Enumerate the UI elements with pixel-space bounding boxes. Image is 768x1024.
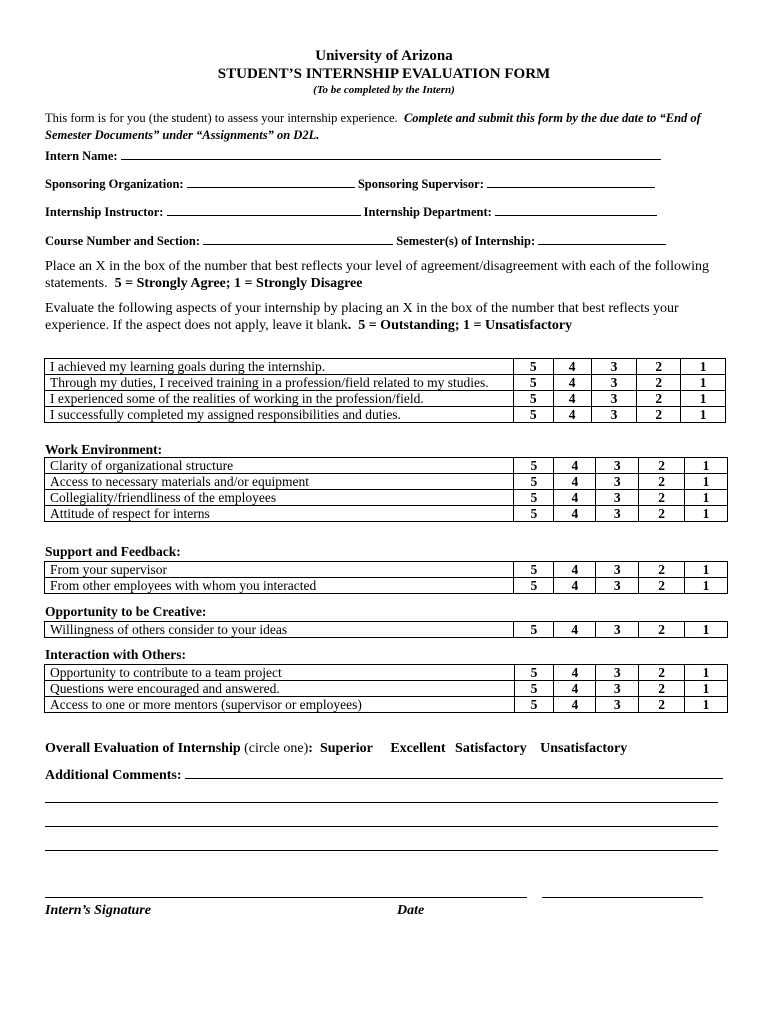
sponsoring-supervisor-label: Sponsoring Supervisor: <box>357 177 484 191</box>
intro-instruction: Complete and submit this form by the due date to “End of Semester Documents” under “Assignments” on D2L. <box>45 111 701 142</box>
rating-box-2[interactable]: 2 <box>639 490 685 506</box>
interaction-table <box>44 664 728 713</box>
table-row <box>45 506 728 522</box>
course-row <box>45 234 666 249</box>
table-row <box>45 681 728 697</box>
rating-box-1[interactable]: 1 <box>685 458 728 474</box>
table-row <box>45 697 728 713</box>
rating-box-4[interactable]: 4 <box>554 458 596 474</box>
rating-box-3[interactable]: 3 <box>596 578 639 594</box>
comments-label: Additional Comments: <box>45 768 182 783</box>
rating-box-2[interactable]: 2 <box>637 407 681 423</box>
date-line[interactable] <box>542 897 703 898</box>
rating-box-3[interactable]: 3 <box>596 697 639 713</box>
instructions-agreement <box>45 258 725 292</box>
rating-box-1[interactable]: 1 <box>681 359 726 375</box>
intro-text: This form is for you (the student) to assess your internship experience. <box>45 111 398 125</box>
creative-table <box>44 621 728 638</box>
statement-text: I successfully completed my assigned responsibilities and duties. <box>45 407 514 423</box>
comments-line-3[interactable] <box>45 826 718 827</box>
sponsoring-org-label: Sponsoring Organization: <box>45 177 184 191</box>
creative-heading: Opportunity to be Creative: <box>45 604 207 619</box>
rating-box-4[interactable]: 4 <box>554 506 596 522</box>
rating-box-2[interactable]: 2 <box>639 562 685 578</box>
table-row <box>45 407 726 423</box>
intro-paragraph <box>45 110 725 144</box>
table-row <box>45 490 728 506</box>
rating-box-1[interactable]: 1 <box>685 506 728 522</box>
comments-line-1[interactable] <box>185 767 723 779</box>
statement-text: Opportunity to contribute to a team project <box>45 665 515 681</box>
rating-box-4[interactable]: 4 <box>554 622 596 638</box>
rating-box-3[interactable]: 3 <box>596 458 639 474</box>
table-row <box>45 375 726 391</box>
rating-box-4[interactable]: 4 <box>553 375 591 391</box>
comments-row <box>45 767 723 784</box>
rating-box-2[interactable]: 2 <box>637 391 681 407</box>
rating-box-4[interactable]: 4 <box>554 474 596 490</box>
statement-text: Access to necessary materials and/or equipment <box>45 474 514 490</box>
rating-box-4[interactable]: 4 <box>553 359 591 375</box>
rating-box-3[interactable]: 3 <box>596 622 639 638</box>
sponsoring-supervisor-field[interactable] <box>487 177 655 188</box>
creative-rows <box>45 622 728 638</box>
sponsor-row <box>45 177 655 192</box>
rating-box-3[interactable]: 3 <box>596 681 639 697</box>
option-unsatisfactory[interactable]: Unsatisfactory <box>540 741 628 756</box>
overall-circle-hint: (circle one) <box>244 741 309 756</box>
rating-box-1[interactable]: 1 <box>685 562 728 578</box>
internship-department-label: Internship Department: <box>363 205 492 219</box>
rating-box-2[interactable]: 2 <box>639 578 685 594</box>
support-rows <box>45 562 728 594</box>
comments-line-2[interactable] <box>45 802 718 803</box>
instructor-row <box>45 205 657 220</box>
rating-box-1[interactable]: 1 <box>685 578 728 594</box>
rating-box-1[interactable]: 1 <box>681 375 726 391</box>
rating-box-4[interactable]: 4 <box>554 578 596 594</box>
rating-box-2[interactable]: 2 <box>639 681 685 697</box>
rating-box-3[interactable]: 3 <box>596 562 639 578</box>
interaction-rows <box>45 665 728 713</box>
rating-box-2[interactable]: 2 <box>639 622 685 638</box>
semesters-label: Semester(s) of Internship: <box>396 234 536 248</box>
intern-name-label: Intern Name: <box>45 149 118 163</box>
work-environment-table <box>44 457 728 522</box>
table-row <box>45 578 728 594</box>
intern-name-field[interactable] <box>121 149 661 160</box>
statement-text: Willingness of others consider to your ideas <box>45 622 514 638</box>
table-row <box>45 665 728 681</box>
general-statements-table <box>44 358 726 423</box>
rating-box-4[interactable]: 4 <box>554 665 596 681</box>
rating-box-2[interactable]: 2 <box>639 697 685 713</box>
statement-text: Questions were encouraged and answered. <box>45 681 515 697</box>
statement-text: Collegiality/friendliness of the employees <box>45 490 514 506</box>
rating-box-1[interactable]: 1 <box>685 697 728 713</box>
rating-box-5[interactable]: 5 <box>514 681 554 697</box>
statement-text: I experienced some of the realities of working in the profession/field. <box>45 391 514 407</box>
comments-line-4[interactable] <box>45 850 718 851</box>
option-excellent[interactable]: Excellent <box>390 741 446 756</box>
rating-box-5[interactable]: 5 <box>514 697 554 713</box>
option-satisfactory[interactable]: Satisfactory <box>455 741 527 756</box>
course-number-field[interactable] <box>203 234 393 245</box>
rating-box-3[interactable]: 3 <box>591 359 637 375</box>
rating-box-4[interactable]: 4 <box>554 562 596 578</box>
statement-text: Through my duties, I received training in a profession/field related to my studies. <box>45 375 514 391</box>
rating-box-3[interactable]: 3 <box>596 474 639 490</box>
rating-box-2[interactable]: 2 <box>637 359 681 375</box>
rating-box-3[interactable]: 3 <box>596 490 639 506</box>
intern-name-row <box>45 149 661 164</box>
semesters-field[interactable] <box>538 234 666 245</box>
general-rows <box>45 359 726 423</box>
rating-box-5[interactable]: 5 <box>514 562 554 578</box>
instructions-evaluate: Evaluate the following aspects of your internship by placing an X in the box of the number that best reflects your experience. If the aspect does not apply, leave it blank. 5 = Outstanding; 1 = Unsatisfactory <box>45 301 679 333</box>
rating-box-2[interactable]: 2 <box>639 506 685 522</box>
rating-box-5[interactable]: 5 <box>513 407 553 423</box>
rating-box-1[interactable]: 1 <box>685 622 728 638</box>
rating-box-4[interactable]: 4 <box>554 681 596 697</box>
rating-box-3[interactable]: 3 <box>591 375 637 391</box>
rating-box-2[interactable]: 2 <box>639 458 685 474</box>
rating-box-5[interactable]: 5 <box>514 474 554 490</box>
work-environment-heading: Work Environment: <box>45 442 163 457</box>
statement-text: From other employees with whom you interacted <box>45 578 514 594</box>
overall-label: Overall Evaluation of Internship <box>45 741 241 756</box>
rating-box-3[interactable]: 3 <box>596 665 639 681</box>
sponsoring-org-field[interactable] <box>187 177 355 188</box>
rating-box-1[interactable]: 1 <box>685 490 728 506</box>
rating-box-1[interactable]: 1 <box>681 391 726 407</box>
rating-box-3[interactable]: 3 <box>596 506 639 522</box>
statement-text: I achieved my learning goals during the internship. <box>45 359 514 375</box>
work-env-rows <box>45 458 728 522</box>
rating-box-4[interactable]: 4 <box>554 697 596 713</box>
rating-box-2[interactable]: 2 <box>639 474 685 490</box>
evaluation-scale: 5 = Outstanding; 1 = Unsatisfactory <box>358 318 573 333</box>
signature-label: Intern’s Signature <box>45 903 151 918</box>
rating-box-1[interactable]: 1 <box>685 474 728 490</box>
support-heading: Support and Feedback: <box>45 544 181 559</box>
interaction-heading: Interaction with Others: <box>45 647 186 662</box>
rating-box-1[interactable]: 1 <box>681 407 726 423</box>
statement-text: From your supervisor <box>45 562 514 578</box>
statement-text: Access to one or more mentors (supervisor or employees) <box>45 697 515 713</box>
rating-box-5[interactable]: 5 <box>514 458 554 474</box>
overall-evaluation: Overall Evaluation of Internship (circle one): Superior Excellent Satisfactory Unsatisfactory <box>45 741 628 756</box>
rating-box-5[interactable]: 5 <box>514 578 554 594</box>
form-subtitle: (To be completed by the Intern) <box>313 84 455 96</box>
rating-box-4[interactable]: 4 <box>553 407 591 423</box>
form-title: STUDENT’S INTERNSHIP EVALUATION FORM <box>217 66 551 82</box>
rating-box-1[interactable]: 1 <box>685 665 728 681</box>
rating-box-4[interactable]: 4 <box>553 391 591 407</box>
rating-box-4[interactable]: 4 <box>554 490 596 506</box>
rating-box-2[interactable]: 2 <box>639 665 685 681</box>
rating-box-5[interactable]: 5 <box>514 665 554 681</box>
rating-box-1[interactable]: 1 <box>685 681 728 697</box>
rating-box-5[interactable]: 5 <box>513 359 553 375</box>
rating-box-5[interactable]: 5 <box>514 506 554 522</box>
table-row <box>45 458 728 474</box>
internship-instructor-label: Internship Instructor: <box>45 205 164 219</box>
date-label: Date <box>397 903 425 918</box>
rating-box-5[interactable]: 5 <box>513 375 553 391</box>
rating-box-5[interactable]: 5 <box>514 622 554 638</box>
instructions-agreement-text: Place an X in the box of the number that best reflects your level of agreement/disagreement with each of the following statements. <box>45 259 709 291</box>
table-row <box>45 474 728 490</box>
rating-box-3[interactable]: 3 <box>591 407 637 423</box>
signature-line[interactable] <box>45 897 527 898</box>
rating-box-5[interactable]: 5 <box>513 391 553 407</box>
table-row <box>45 359 726 375</box>
internship-department-field[interactable] <box>495 205 657 216</box>
support-table <box>44 561 728 594</box>
rating-box-3[interactable]: 3 <box>591 391 637 407</box>
rating-box-5[interactable]: 5 <box>514 490 554 506</box>
statement-text: Clarity of organizational structure <box>45 458 514 474</box>
course-number-label: Course Number and Section: <box>45 234 200 248</box>
instructions-evaluate-text: Evaluate the following aspects of your internship by placing an X in the box of the number that best reflects your experience. If the aspect does not apply, leave it blank <box>45 301 679 333</box>
table-row <box>45 562 728 578</box>
option-superior[interactable]: Superior <box>319 741 373 756</box>
statement-text: Attitude of respect for interns <box>45 506 514 522</box>
table-row <box>45 391 726 407</box>
internship-instructor-field[interactable] <box>167 205 361 216</box>
agreement-scale: 5 = Strongly Agree; 1 = Strongly Disagree <box>114 276 363 291</box>
table-row <box>45 622 728 638</box>
university-name: University of Arizona <box>315 48 453 64</box>
rating-box-2[interactable]: 2 <box>637 375 681 391</box>
